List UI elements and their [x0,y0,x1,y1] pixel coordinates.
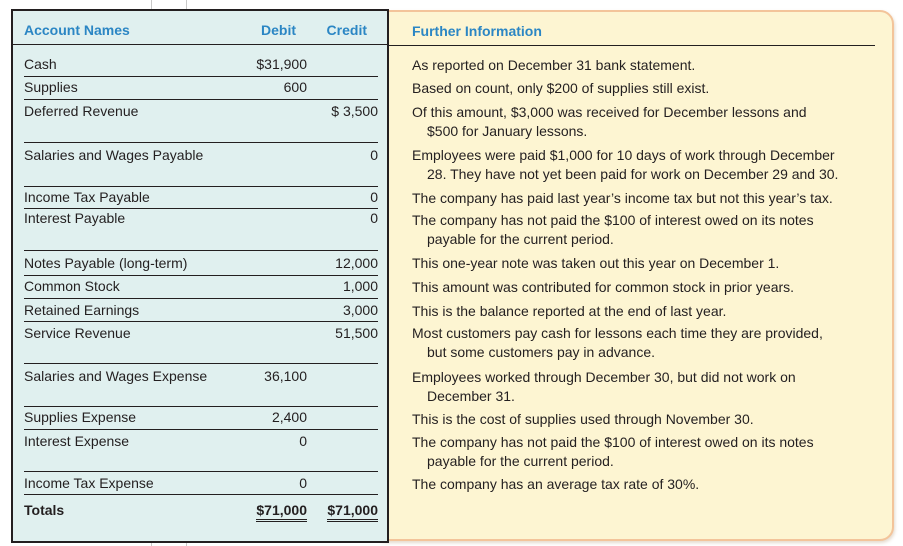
debit-value: $31,900 [256,56,307,72]
account-name: Notes Payable (long-term) [24,255,188,271]
account-name: Cash [24,56,57,72]
account-name: Service Revenue [24,325,131,341]
header-rule [389,45,875,46]
note-salaries-expense: Employees worked through December 30, but did not work on December 31. [412,369,796,404]
row-rule [24,208,378,209]
row-rule [24,363,378,364]
further-information-header: Further Information [412,23,542,39]
debit-header: Debit [261,22,296,38]
note-notes-payable: This one-year note was taken out this year on December 1. [412,255,780,271]
account-name: Deferred Revenue [24,103,139,119]
credit-value: 0 [370,210,378,226]
debit-value: 0 [299,433,307,449]
row-rule [24,76,378,77]
row-rule [24,142,378,143]
debit-value: 2,400 [271,409,307,425]
totals-credit [298,502,378,519]
account-name: Interest Payable [24,210,126,226]
header-rule [13,44,387,45]
note-deferred-revenue: Of this amount, $3,000 was received for December lessons and $500 for January lessons. [412,104,807,139]
account-name: Retained Earnings [24,302,140,318]
note-interest-payable: The company has not paid the $100 of interest owed on its notes payable for the current period. [412,212,814,247]
row-rule [24,275,378,276]
row-rule [24,186,378,187]
credit-header: Credit [326,22,367,38]
note-retained-earnings: This is the balance reported at the end of last year. [412,303,727,319]
row-rule [24,471,378,472]
credit-value: 0 [370,189,378,205]
account-name: Income Tax Payable [24,189,150,205]
totals-credit-value: $71,000 [327,502,378,522]
totals-debit-value: $71,000 [256,502,307,522]
account-name: Interest Expense [24,433,130,449]
account-name: Supplies [24,79,78,95]
row-rule [24,321,378,322]
note-service-revenue: Most customers pay cash for lessons each time they are provided, but some customers pay in advance. [412,325,823,360]
debit-value: 36,100 [264,368,307,384]
row-rule [24,494,378,495]
account-name: Income Tax Expense [24,475,154,491]
credit-value: 3,000 [342,302,378,318]
account-name: Salaries and Wages Payable [24,147,204,163]
row-rule [24,298,378,299]
note-supplies-expense: This is the cost of supplies used through November 30. [412,411,754,427]
note-salaries-payable: Employees were paid $1,000 for 10 days of work through December 28. They have not yet been paid for work on December 29 and 30. [412,147,839,182]
credit-value: 51,500 [335,325,378,341]
note-interest-expense: The company has not paid the $100 of interest owed on its notes payable for the current period. [412,434,814,469]
totals-label: Totals [24,502,65,518]
row-rule [24,406,378,407]
credit-value: $ 3,500 [331,103,378,119]
debit-value: 600 [283,79,307,95]
totals-debit [227,502,307,519]
credit-value: 0 [370,147,378,163]
note-income-tax-payable: The company has paid last year’s income tax but not this year’s tax. [412,190,833,206]
credit-value: 12,000 [335,255,378,271]
note-common-stock: This amount was contributed for common stock in prior years. [412,279,795,295]
note-income-tax-expense: The company has an average tax rate of 30%. [412,476,700,492]
note-supplies: Based on count, only $200 of supplies still exist. [412,80,710,96]
note-cash: As reported on December 31 bank statement. [412,57,696,73]
account-name: Supplies Expense [24,409,137,425]
row-rule [24,429,378,430]
debit-value: 0 [299,475,307,491]
account-names-header: Account Names [24,22,130,38]
row-rule [24,250,378,251]
credit-value: 1,000 [342,278,378,294]
account-name: Common Stock [24,278,120,294]
account-name: Salaries and Wages Expense [24,368,208,384]
row-rule [24,99,378,100]
